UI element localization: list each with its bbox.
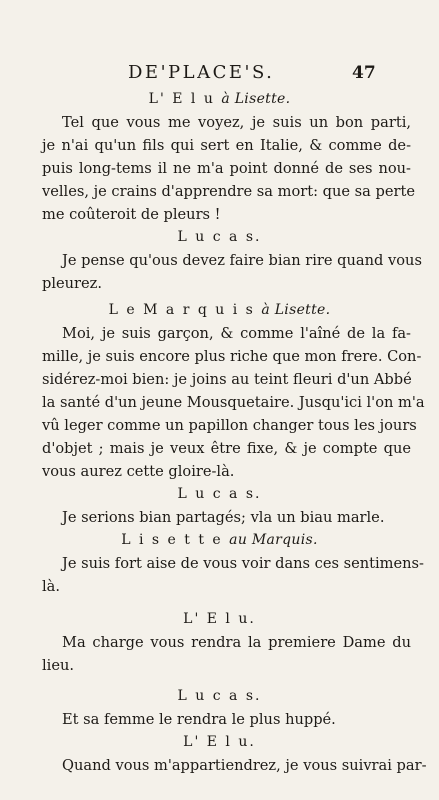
running-title: DE'PLACE'S. [128, 62, 275, 83]
text-line: Et sa femme le rendra le plus huppé. [62, 711, 336, 728]
speaker-addressee: à Lisette. [221, 91, 291, 107]
text-line: Je pense qu'ous devez faire bian rire quand vous [62, 252, 422, 269]
speaker-name: L e M a r q u i s [108, 302, 255, 318]
spacer [0, 677, 439, 685]
text-line: me coûteroit de pleurs ! [42, 206, 221, 223]
speaker-heading [0, 731, 439, 754]
speaker-heading [0, 608, 439, 631]
play-text [0, 88, 439, 777]
text-line: Je suis fort aise de vous voir dans ces sentimens- [62, 555, 424, 572]
text-line: la santé d'un jeune Mousquetaire. Jusqu'ici l'on m'a [42, 394, 425, 411]
speaker-addressee: à Lisette. [261, 302, 331, 318]
spacer [0, 598, 439, 608]
text-line: pleurez. [42, 275, 102, 292]
speaker-heading [0, 529, 439, 552]
text-line: Je serions bian partagés; vla un biau marle. [62, 509, 385, 526]
speaker-name: L u c a s. [177, 688, 262, 704]
speaker-heading [0, 88, 439, 111]
text-line: je n'ai qu'un fils qui sert en Italie, & comme de- [42, 137, 411, 154]
page-number: 47 [352, 63, 376, 83]
text-line: velles, je crains d'apprendre sa mort: que sa perte [42, 183, 415, 200]
page-header [0, 62, 439, 88]
text-line: vous aurez cette gloire-là. [42, 463, 235, 480]
speaker-heading [0, 299, 439, 322]
text-line: Moi, je suis garçon, & comme l'aîné de la fa- [62, 325, 411, 342]
text-line: Quand vous m'appartiendrez, je vous suivrai par- [62, 757, 427, 774]
speaker-name: L' E l u. [183, 734, 256, 750]
text-line: puis long-tems il ne m'a point donné de ses nou- [42, 160, 411, 177]
speaker-heading [0, 483, 439, 506]
speaker-name: L i s e t t e [121, 532, 223, 548]
text-line: Ma charge vous rendra la premiere Dame du [62, 634, 411, 651]
speaker-heading [0, 226, 439, 249]
speaker-addressee: au Marquis. [229, 532, 318, 548]
text-line: Tel que vous me voyez, je suis un bon parti, [62, 114, 411, 131]
text-line: mille, je suis encore plus riche que mon frere. Con- [42, 348, 422, 365]
text-line: sidérez-moi bien: je joins au teint fleuri d'un Abbé [42, 371, 412, 388]
speaker-name: L u c a s. [177, 486, 262, 502]
speaker-name: L' E l u [148, 91, 215, 107]
speaker-heading [0, 685, 439, 708]
speaker-name: L u c a s. [177, 229, 262, 245]
text-line: là. [42, 578, 61, 595]
text-line: vû leger comme un papillon changer tous les jours [42, 417, 417, 434]
speaker-name: L' E l u. [183, 611, 256, 627]
text-line: lieu. [42, 657, 75, 674]
text-line: d'objet ; mais je veux être fixe, & je compte que [42, 440, 411, 457]
